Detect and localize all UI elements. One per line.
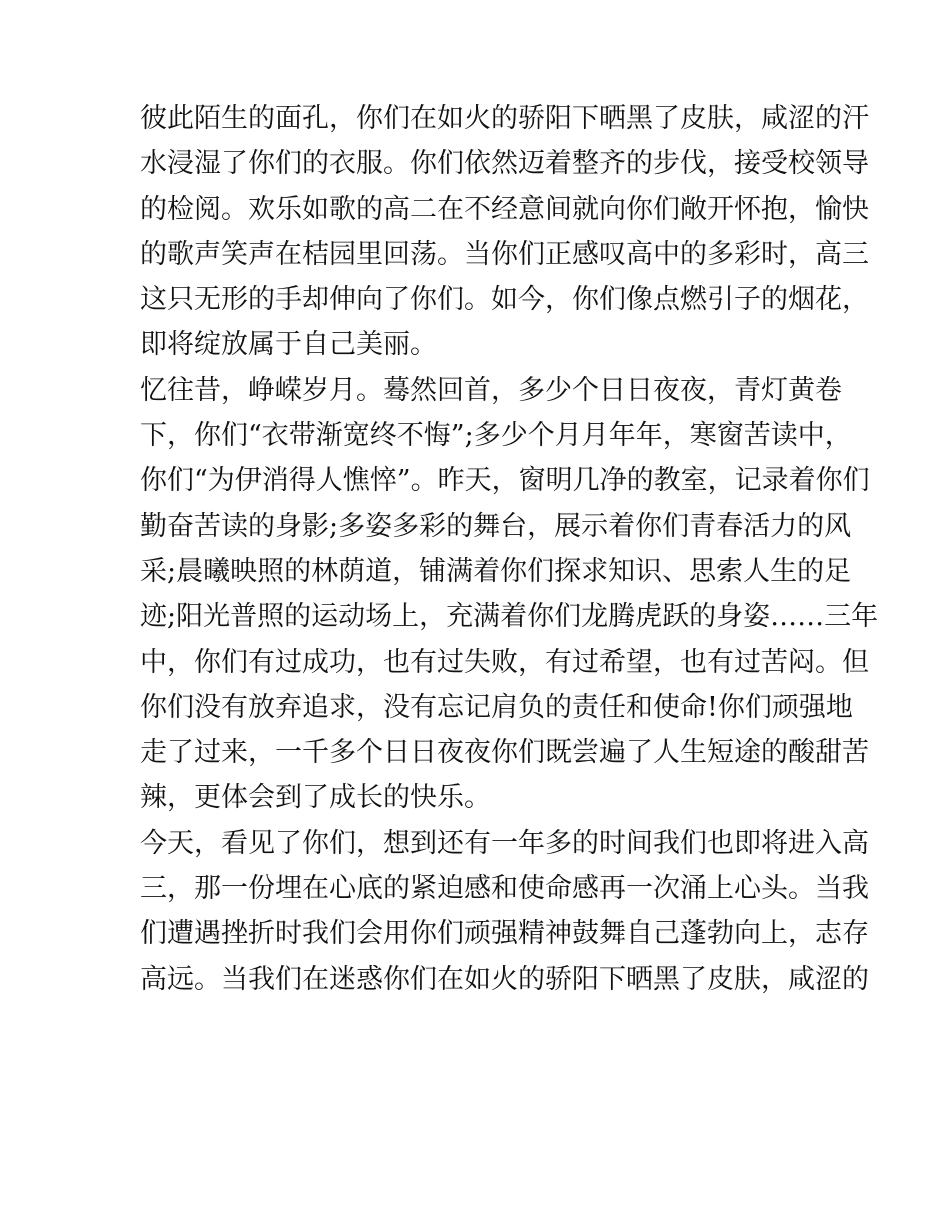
text-line: 走了过来，一千多个日日夜夜你们既尝遍了人生短途的酸甜苦 (140, 737, 869, 769)
paragraph-3 (140, 821, 869, 1002)
text-line: 这只无形的手却伸向了你们。如今，你们像点燃引子的烟花， (140, 284, 869, 316)
text-line: 们遭遇挫折时我们会用你们顽强精神鼓舞自己蓬勃向上，志存 (140, 918, 869, 950)
text-line: 你们没有放弃追求，没有忘记肩负的责任和使命!你们顽强地 (140, 691, 853, 723)
text-line: 高远。当我们在迷惑你们在如火的骄阳下晒黑了皮肤，咸涩的 (140, 963, 869, 995)
text-line: 彼此陌生的面孔，你们在如火的骄阳下晒黑了皮肤，咸涩的汗 (140, 103, 869, 134)
text-line: 你们“为伊消得人憔悴”。昨天，窗明几净的教室，记录着你们 (140, 465, 870, 497)
paragraph-1 (140, 96, 869, 368)
text-line: 的歌声笑声在桔园里回荡。当你们正感叹高中的多彩时，高三 (140, 238, 869, 270)
paragraph-2 (140, 368, 879, 821)
text-line: 采;晨曦映照的林荫道，铺满着你们探求知识、思索人生的足 (140, 555, 852, 587)
text-line: 水浸湿了你们的衣服。你们依然迈着整齐的步伐，接受校领导 (140, 148, 869, 180)
text-line: 迹;阳光普照的运动场上，充满着你们龙腾虎跃的身姿……三年 (140, 601, 879, 633)
text-line: 下，你们“衣带渐宽终不悔”;多少个月月年年，寒窗苦读中， (140, 420, 852, 452)
text-line: 今天，看见了你们，想到还有一年多的时间我们也即将进入高 (140, 827, 869, 859)
text-line: 三，那一份埋在心底的紧迫感和使命感再一次涌上心头。当我 (140, 873, 869, 905)
text-line: 的检阅。欢乐如歌的高二在不经意间就向你们敞开怀抱，愉快 (140, 193, 869, 225)
document-page (140, 96, 879, 1002)
text-line: 中，你们有过成功，也有过失败，有过希望，也有过苦闷。但 (140, 646, 869, 678)
text-line: 即将绽放属于自己美丽。 (140, 329, 437, 361)
text-line: 忆往昔，峥嵘岁月。蓦然回首，多少个日日夜夜，青灯黄卷 (140, 374, 842, 406)
text-line: 辣，更体会到了成长的快乐。 (140, 782, 491, 814)
text-line: 勤奋苦读的身影;多姿多彩的舞台，展示着你们青春活力的风 (140, 510, 852, 542)
